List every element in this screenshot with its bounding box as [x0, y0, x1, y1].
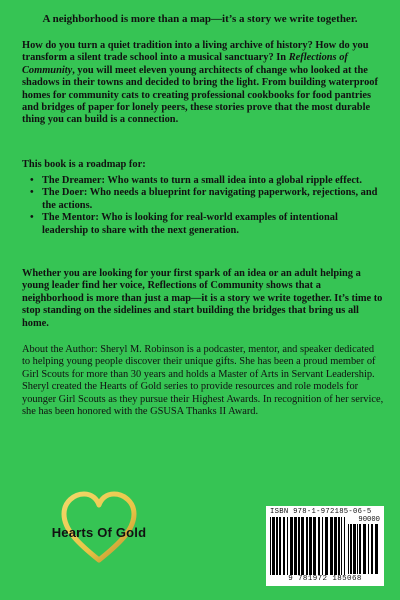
roadmap-text: : Who needs a blueprint for navigating paperwork, rejections, and the actions.: [42, 187, 378, 211]
roadmap-term: The Dreamer: [42, 175, 102, 186]
roadmap-text: : Who wants to turn a small idea into a global ripple effect.: [101, 175, 362, 186]
roadmap-term: The Mentor: [42, 212, 96, 224]
roadmap-text: : Who is looking for real-world examples of intentional leadership to share with the next generation.: [42, 212, 338, 236]
bullet-icon: •: [30, 212, 34, 224]
logo-text: Hearts Of Gold: [51, 525, 147, 540]
roadmap-item-dreamer: [30, 175, 380, 187]
isbn-number: ISBN 978-1-972185-06-5: [270, 508, 372, 516]
book-title: Reflections of Community: [22, 52, 348, 76]
closing-paragraph: Whether you are looking for your first spark of an idea or an adult helping a young leader find her voice, Reflections of Community shows that a neighborhood is more than just a map—it is a story we write together. It’s time to stop standing on the sidelines and start building the bridges that bring us all home.: [22, 268, 383, 329]
roadmap-term: The Doer: [42, 187, 84, 199]
ean-barcode-bars: [270, 517, 346, 575]
intro-part-1: How do you turn a quiet tradition into a living archive of history? How do you transform a silent trade school into a musical sanctuary? In: [22, 40, 369, 64]
roadmap-item-mentor: [30, 212, 380, 237]
barcode-digits: 9 781972 185068: [288, 575, 362, 583]
roadmap-title: This book is a roadmap for:: [22, 159, 146, 170]
price-barcode-bars: [348, 524, 380, 574]
isbn-barcode: [266, 506, 384, 586]
roadmap-item-doer: [30, 187, 380, 212]
hearts-of-gold-logo: [24, 486, 174, 566]
roadmap-list: [30, 175, 380, 237]
bullet-icon: •: [30, 187, 34, 199]
price-code: 90000: [358, 516, 380, 524]
about-the-author: About the Author: Sheryl M. Robinson is a podcaster, mentor, and speaker dedicated to helping young people discover their unique gifts. She has been a proud member of Girl Scouts for more than 30 years and holds a Master of Arts in Servant Leadership. Sheryl created the Hearts of Gold series to provide resources and role models for younger Girl Scouts as they pursue their Highest Awards. In recognition of her service, she has been honored with the GSUSA Thanks II Award.: [22, 344, 384, 418]
bullet-icon: •: [30, 175, 34, 186]
intro-paragraph: [22, 40, 384, 127]
tagline: A neighborhood is more than a map—it’s a story we write together.: [42, 13, 358, 25]
intro-part-2: , you will meet eleven young architects of change who looked at the shadows in their towns and decided to bring the light. From building waterproof homes for community cats to creating professional cookbooks for food pantries and bridges of paper for lonely peers, these stories prove that the most durable thing you can build is a connection.: [22, 64, 378, 126]
